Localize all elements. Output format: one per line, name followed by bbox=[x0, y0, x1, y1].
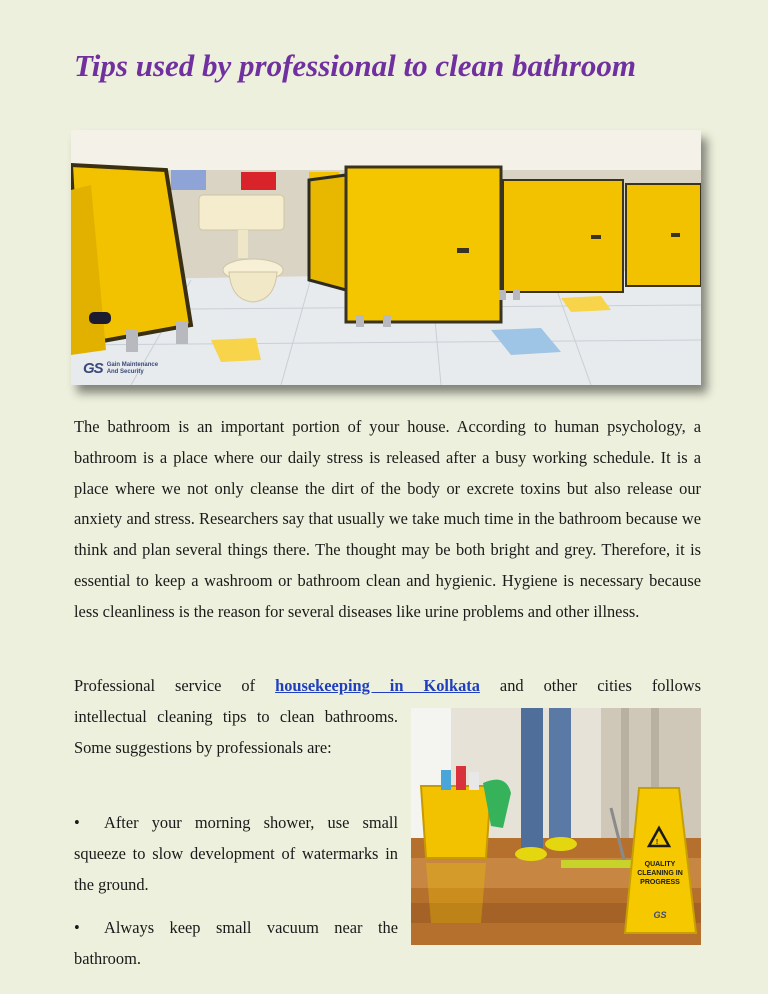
cleaning-in-progress-image bbox=[411, 708, 701, 945]
logo-text bbox=[107, 362, 158, 376]
bullet-text: Always keep small vacuum near the bathroom. bbox=[74, 918, 398, 968]
logo-line-1: Gain Maintenance bbox=[106, 361, 159, 368]
service-text-after-link: and other cities follows bbox=[499, 676, 701, 695]
bullet-marker: • bbox=[74, 918, 80, 937]
service-paragraph-continuation: intellectual cleaning tips to clean bathrooms. Some suggestions by professionals are: bbox=[74, 707, 398, 757]
intro-paragraph: The bathroom is an important portion of your house. According to human psychology, a bathroom is a place where our daily stress is released after a busy working schedule. It is a place where we not only cleanse the dirt of the body or excrete toxins but also release our anxiety and stress. Researchers say that usually we take much time in the bathroom because we think and plan several things there. The thought may be both bright and grey. Therefore, it is essential to keep a washroom or bathroom clean and hygienic. Hygiene is necessary because less cleanliness is the reason for several diseases like urine problems and other illness. bbox=[74, 417, 701, 621]
bathroom-stalls-image bbox=[71, 130, 701, 385]
company-logo bbox=[83, 360, 158, 377]
cleaning-illustration bbox=[411, 708, 701, 945]
logo-line-2: And Security bbox=[106, 368, 144, 375]
housekeeping-kolkata-link[interactable]: housekeeping in Kolkata bbox=[275, 676, 480, 695]
bullet-item bbox=[74, 913, 398, 975]
sign-line-3: PROGRESS bbox=[640, 879, 680, 886]
bullet-marker: • bbox=[74, 813, 80, 832]
logo-mark: GS bbox=[83, 360, 103, 377]
sign-line-2: CLEANING IN bbox=[637, 870, 683, 877]
service-paragraph-first-line bbox=[74, 671, 701, 702]
bullet-text: After your morning shower, use small squeeze to slow development of watermarks in the ground. bbox=[74, 813, 398, 894]
sign-logo: GS bbox=[653, 910, 667, 920]
sign-exclamation: ! bbox=[655, 839, 659, 846]
page-title: Tips used by professional to clean bathroom bbox=[74, 48, 637, 83]
service-text-before-link: Professional service of bbox=[74, 676, 256, 695]
bathroom-illustration bbox=[71, 130, 701, 385]
bullet-item bbox=[74, 808, 398, 900]
sign-line-1: QUALITY bbox=[644, 861, 676, 868]
